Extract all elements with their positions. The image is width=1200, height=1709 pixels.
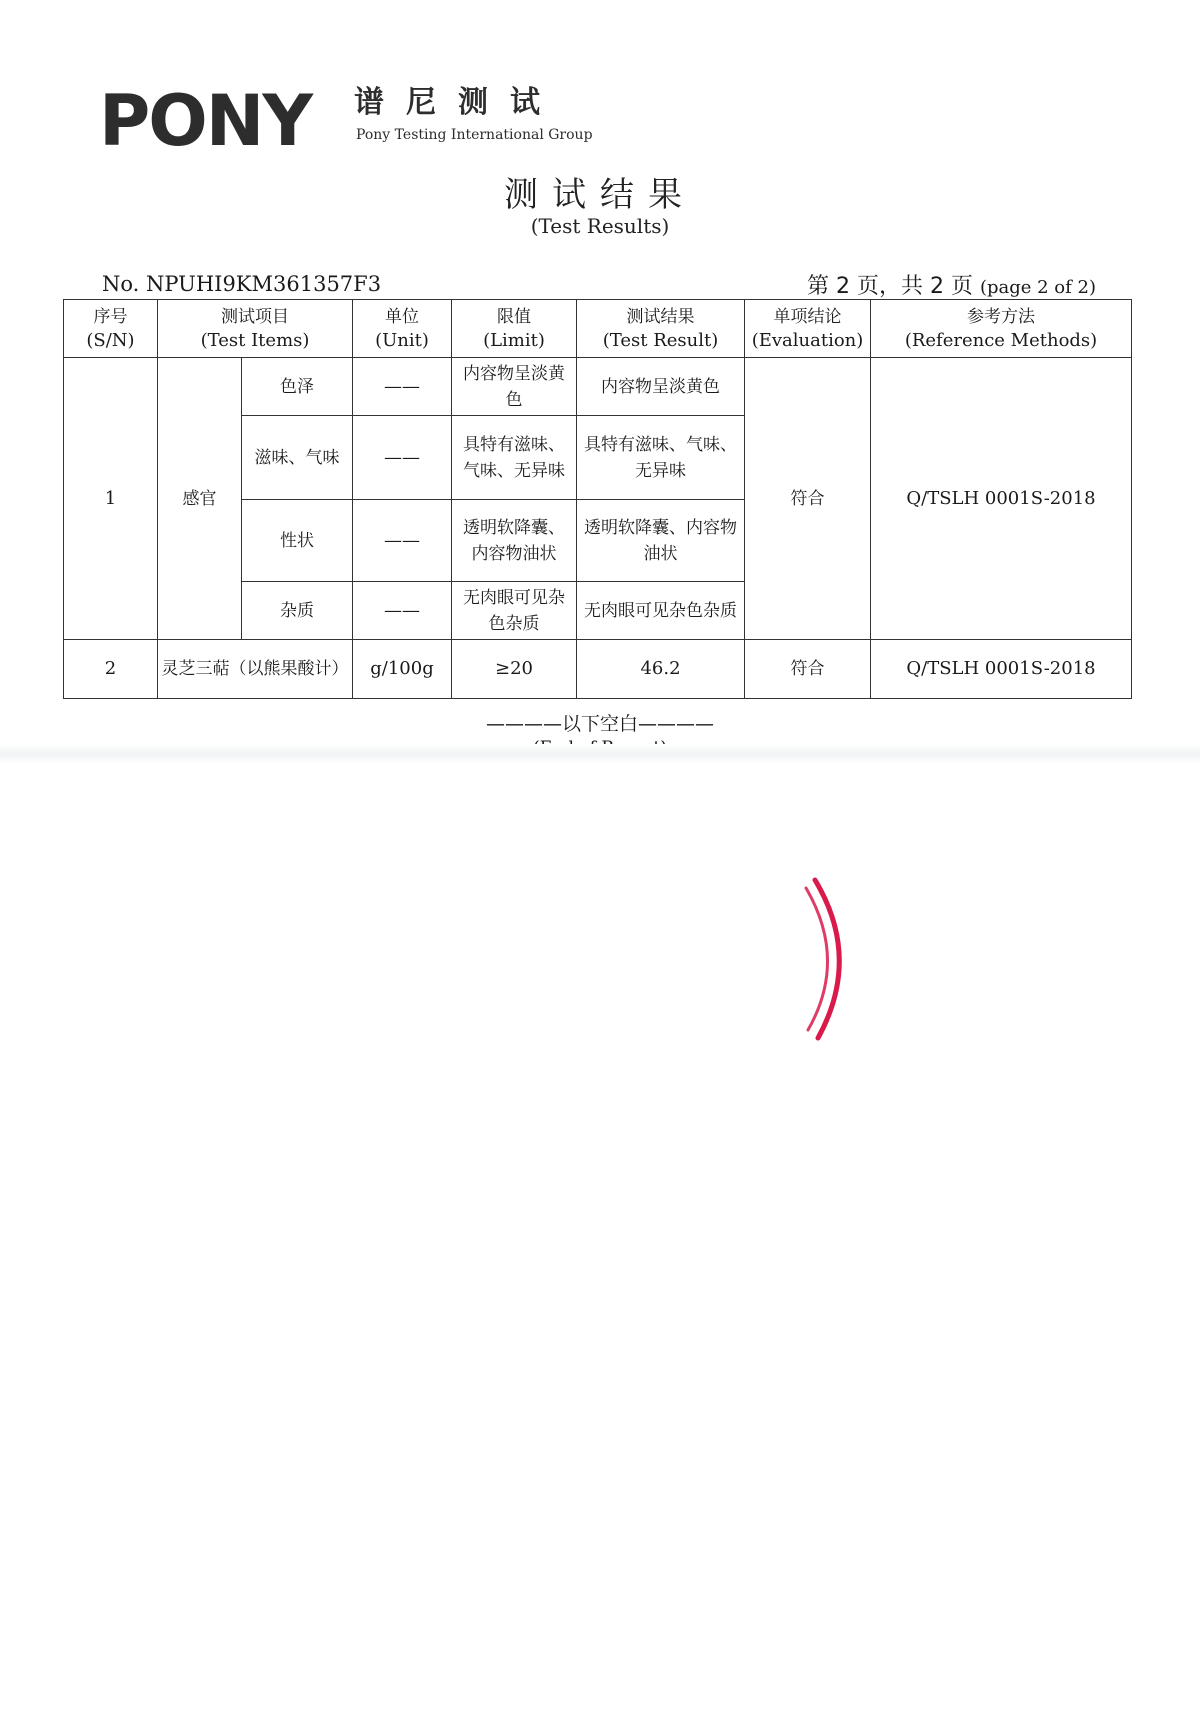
cell-limit: 内容物呈淡黄色 [452,358,577,416]
cell-limit: 无肉眼可见杂色杂质 [452,582,577,640]
cell-limit: ≥20 [452,640,577,699]
cell-item: 灵芝三萜（以熊果酸计） [158,640,353,699]
cell-unit: —— [353,582,452,640]
cell-sn: 1 [64,358,158,640]
partial-seal-stamp [790,870,880,1050]
cell-method: Q/TSLH 0001S-2018 [871,358,1132,640]
paper-fold [0,744,1200,764]
cell-result: 46.2 [577,640,745,699]
cell-result: 具特有滋味、气味、无异味 [577,416,745,500]
cell-method: Q/TSLH 0001S-2018 [871,640,1132,699]
header-reference-methods: 参考方法 (Reference Methods) [871,300,1132,358]
page-indicator [807,269,1096,300]
cell-unit: g/100g [353,640,452,699]
table-row [64,358,1132,416]
end-of-report-cn: ————以下空白———— [485,713,714,735]
header-evaluation: 单项结论 (Evaluation) [745,300,871,358]
cell-category: 感官 [158,358,242,640]
table-row [64,640,1132,699]
cell-result: 透明软降囊、内容物油状 [577,500,745,582]
cell-subitem: 滋味、气味 [242,416,353,500]
company-name-en: Pony Testing International Group [356,127,593,143]
cell-evaluation: 符合 [745,358,871,640]
cell-limit: 具特有滋味、气味、无异味 [452,416,577,500]
table-header-row [64,300,1132,358]
header-sn: 序号 (S/N) [64,300,158,358]
results-table [63,299,1132,699]
company-name-cn: 谱尼测试 [354,85,562,120]
cell-subitem: 性状 [242,500,353,582]
cell-evaluation: 符合 [745,640,871,699]
cell-sn: 2 [64,640,158,699]
header-unit: 单位 (Unit) [353,300,452,358]
header-test-items: 测试项目 (Test Items) [158,300,353,358]
page-title-en: (Test Results) [530,214,670,238]
cell-unit: —— [353,416,452,500]
page-indicator-en: (page 2 of 2) [979,277,1096,298]
cell-limit: 透明软降囊、内容物油状 [452,500,577,582]
page-indicator-cn: 第 2 页，共 2 页 [806,274,973,299]
cell-unit: —— [353,500,452,582]
header-test-result: 测试结果 (Test Result) [577,300,745,358]
cell-subitem: 杂质 [242,582,353,640]
page-title-cn: 测试结果 [504,175,696,215]
company-logo: PONY [99,80,312,162]
cell-result: 无肉眼可见杂色杂质 [577,582,745,640]
cell-unit: —— [353,358,452,416]
report-number: No. NPUHI9KM361357F3 [102,272,382,296]
cell-result: 内容物呈淡黄色 [577,358,745,416]
cell-subitem: 色泽 [242,358,353,416]
header-limit: 限值 (Limit) [452,300,577,358]
